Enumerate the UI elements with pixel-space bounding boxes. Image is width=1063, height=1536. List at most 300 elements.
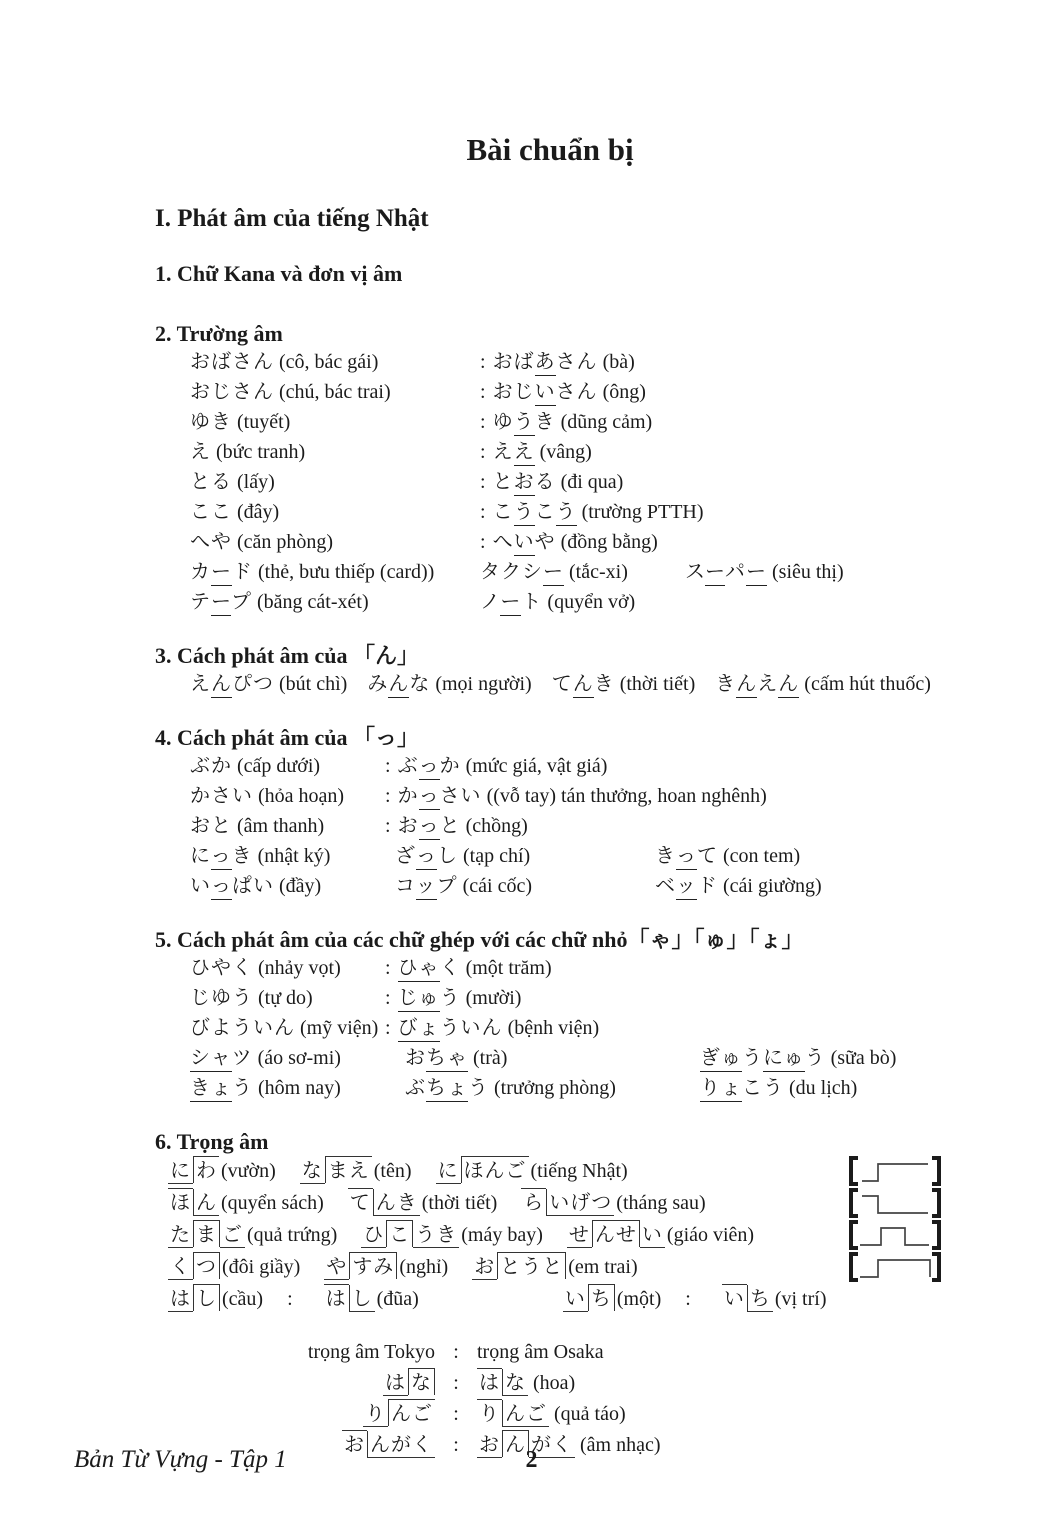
- jp-word: [477, 1401, 549, 1425]
- jp-word: [190, 499, 232, 523]
- kana-segment: っ: [419, 813, 440, 840]
- kana-segment: は: [325, 1286, 347, 1310]
- colon: :: [480, 441, 486, 463]
- jp-word: [395, 843, 458, 870]
- gloss: (quả trứng): [247, 1224, 338, 1246]
- kana-segment: じゅ: [398, 985, 440, 1012]
- gloss: (nhảy vọt): [258, 957, 341, 979]
- kana-segment: ゆ: [492, 409, 514, 433]
- section-6-title: 6. Trọng âm: [155, 1129, 269, 1154]
- jp-word: [190, 409, 232, 433]
- kana-segment: タクシ: [480, 559, 543, 583]
- gloss: (cầu): [222, 1288, 264, 1310]
- kana-segment: おじ: [492, 379, 535, 403]
- example-right: [480, 527, 945, 557]
- gloss: (lấy): [237, 471, 275, 493]
- jp-word: [685, 559, 767, 586]
- kana-segment: し: [349, 1285, 375, 1312]
- jp-word: [190, 671, 274, 698]
- kana-segment: プ: [436, 873, 458, 897]
- example-left: [190, 983, 385, 1013]
- gloss: (sữa bò): [830, 1047, 897, 1069]
- gloss: (vườn): [221, 1160, 276, 1182]
- kana-segment: んき: [373, 1189, 420, 1216]
- example-row: [190, 1073, 945, 1103]
- kana-segment: っ: [416, 843, 437, 870]
- kana-segment: き: [715, 671, 737, 695]
- jp-word: [361, 1222, 459, 1246]
- example-item: [190, 841, 395, 871]
- jp-word: [480, 589, 542, 616]
- kana-segment: な: [408, 1368, 435, 1395]
- jp-word: [405, 1075, 489, 1102]
- kana-segment: ま: [193, 1220, 220, 1247]
- jp-word: [190, 529, 232, 553]
- kana-segment: に: [190, 843, 211, 867]
- gloss: (cấm hút thuốc): [804, 673, 931, 695]
- kana-segment: お: [474, 1254, 496, 1278]
- kana-segment: びよういん: [190, 1015, 295, 1039]
- section-1-title: 1. Chữ Kana và đơn vị âm: [155, 261, 403, 286]
- pitch-pattern-icon: [845, 1219, 945, 1251]
- kana-segment: し: [193, 1284, 220, 1311]
- example-left: [190, 953, 385, 983]
- jp-word: [493, 409, 556, 436]
- jp-word: [190, 843, 253, 870]
- jp-word: [168, 1222, 245, 1246]
- gloss: (chú, bác trai): [279, 381, 391, 403]
- kana-segment: お: [397, 813, 419, 837]
- colon: :: [287, 1288, 293, 1310]
- example-item: [480, 587, 685, 617]
- colon: :: [453, 1403, 459, 1425]
- gloss: (bức tranh): [216, 441, 306, 463]
- jp-word: [190, 1045, 253, 1072]
- example-item: [168, 1251, 300, 1283]
- gloss: (bệnh viện): [507, 1017, 600, 1039]
- gloss: (nhật ký): [257, 845, 331, 867]
- example-left: [190, 1013, 385, 1043]
- kana-segment: こ: [534, 499, 556, 523]
- kana-segment: ん: [778, 671, 799, 698]
- example-item: [685, 557, 945, 587]
- section-6-examples: [168, 1155, 945, 1315]
- gloss: (vị trí): [774, 1288, 827, 1310]
- kana-segment: か: [439, 753, 461, 777]
- gloss: (đầy): [279, 875, 322, 897]
- example-item: [472, 1251, 637, 1283]
- example-left: [190, 467, 480, 497]
- example-right: [385, 781, 945, 811]
- example-left: [190, 347, 480, 377]
- kana-segment: ベ: [655, 873, 676, 897]
- gloss: (âm nhạc): [580, 1434, 661, 1456]
- example-row: [190, 811, 945, 841]
- example-item: [324, 1251, 448, 1283]
- example-item: [480, 557, 685, 587]
- jp-word: [552, 671, 615, 698]
- kana-segment: ト: [521, 589, 543, 613]
- gloss: (du lịch): [789, 1077, 858, 1099]
- kana-segment: い: [535, 379, 556, 406]
- kana-segment: ッ: [676, 873, 697, 900]
- colon: :: [480, 351, 486, 373]
- example-row: [190, 497, 945, 527]
- example-item: [190, 871, 395, 901]
- jp-word: [190, 559, 253, 586]
- colon: :: [453, 1372, 459, 1394]
- jp-word: [398, 985, 461, 1012]
- kana-segment: な: [409, 671, 431, 695]
- example-row: [190, 983, 945, 1013]
- kana-segment: シャ: [190, 1045, 232, 1072]
- kana-segment: え: [190, 671, 211, 695]
- gloss: (một trăm): [465, 957, 552, 979]
- kana-segment: し: [437, 843, 458, 867]
- tokyo-accent-header: trọng âm Tokyo: [307, 1341, 435, 1363]
- gloss: (căn phòng): [237, 531, 334, 553]
- example-item: [190, 557, 480, 587]
- kana-segment: え: [757, 671, 779, 695]
- colon: :: [453, 1434, 459, 1456]
- jp-word: [715, 671, 799, 698]
- example-item: [722, 1283, 827, 1315]
- gloss: (quyển sách): [221, 1192, 324, 1214]
- jp-word: [190, 469, 232, 493]
- example-right: [480, 497, 945, 527]
- book-title: Bản Từ Vựng - Tập 1: [74, 1446, 287, 1473]
- kana-segment: あ: [535, 349, 556, 376]
- example-row: [190, 669, 945, 699]
- kana-segment: まえ: [325, 1156, 372, 1183]
- kana-segment: おばさん: [190, 349, 274, 373]
- osaka-word: [477, 1398, 945, 1429]
- jp-word: [363, 1401, 435, 1425]
- gloss: (mọi người): [435, 673, 532, 695]
- page-number: 2: [525, 1447, 538, 1473]
- gloss: (tiếng Nhật): [530, 1160, 628, 1182]
- gloss: (tuyết): [237, 411, 291, 433]
- colon: :: [453, 1341, 459, 1363]
- colon: :: [385, 815, 391, 837]
- osaka-accent-header: trọng âm Osaka: [477, 1341, 604, 1363]
- section-5-examples: [190, 953, 945, 1103]
- kana-segment: さい: [439, 783, 482, 807]
- example-right: [385, 953, 945, 983]
- jp-word: [190, 439, 211, 463]
- comparison-row: [267, 1398, 945, 1429]
- jp-word: [472, 1254, 566, 1278]
- gloss: (quả táo): [554, 1403, 626, 1425]
- jp-word: [563, 1286, 615, 1310]
- jp-word: [324, 1286, 375, 1310]
- pitch-items: [168, 1155, 628, 1187]
- kana-segment: は: [170, 1286, 191, 1310]
- kana-segment: ぶか: [190, 753, 232, 777]
- jp-word: [436, 1158, 529, 1182]
- pitch-pattern-icon: [845, 1187, 945, 1219]
- kana-segment: え: [492, 439, 514, 463]
- jp-word: [655, 843, 718, 870]
- section-2-title: 2. Trường âm: [155, 321, 283, 346]
- gloss: (đi qua): [560, 471, 624, 493]
- example-left: [190, 811, 385, 841]
- jp-word: [348, 1190, 420, 1214]
- kana-segment: ら: [523, 1190, 545, 1214]
- kana-segment: カ: [190, 559, 211, 583]
- gloss: ((vỗ tay) tán thưởng, hoan nghênh): [486, 785, 767, 807]
- kana-segment: っ: [211, 873, 232, 900]
- jp-word: [190, 589, 252, 616]
- jp-word: [493, 469, 556, 496]
- kana-segment: ん: [573, 671, 594, 698]
- gloss: (mức giá, vật giá): [465, 755, 608, 777]
- kana-segment: つ: [193, 1252, 220, 1279]
- kana-segment: っ: [419, 753, 440, 780]
- example-item: [563, 1283, 661, 1315]
- section-3-examples: [190, 669, 945, 699]
- kana-segment: き: [231, 843, 253, 867]
- kana-segment: う: [804, 1045, 826, 1069]
- kana-segment: ん: [211, 671, 232, 698]
- jp-word: [405, 1045, 468, 1072]
- gloss: (tạp chí): [463, 845, 531, 867]
- gloss: (mỹ viện): [300, 1017, 379, 1039]
- jp-word: [190, 1075, 253, 1102]
- jp-word: [168, 1254, 220, 1278]
- jp-word: [168, 1286, 220, 1310]
- jp-word: [190, 753, 232, 777]
- gloss: (hỏa hoạn): [258, 785, 345, 807]
- heading-phonetics: I. Phát âm của tiếng Nhật: [155, 205, 429, 232]
- kana-segment: ここ: [190, 499, 232, 523]
- example-item: [324, 1283, 419, 1315]
- kana-segment: く: [170, 1254, 191, 1278]
- kana-segment: ひ: [363, 1222, 385, 1246]
- kana-segment: さん: [555, 349, 598, 373]
- jp-word: [493, 379, 598, 406]
- kana-segment: て: [551, 671, 573, 695]
- kana-segment: こう: [742, 1075, 784, 1099]
- jp-word: [722, 1286, 773, 1310]
- example-item: [168, 1155, 276, 1187]
- jp-word: [398, 813, 461, 840]
- example-item: [348, 1187, 498, 1219]
- jp-word: [398, 753, 461, 780]
- pitch-pattern-icon: [845, 1155, 945, 1187]
- pitch-items: [168, 1219, 754, 1251]
- kana-segment: い: [564, 1286, 586, 1310]
- example-left: [190, 377, 480, 407]
- gloss: (tên): [373, 1160, 412, 1182]
- kana-segment: う: [468, 1075, 489, 1099]
- kana-segment: ぶ: [397, 753, 419, 777]
- example-item: [655, 841, 945, 871]
- kana-segment: や: [534, 529, 556, 553]
- example-item: [405, 1043, 700, 1073]
- example-right: [385, 751, 945, 781]
- kana-segment: おと: [190, 813, 232, 837]
- kana-segment: わ: [193, 1156, 219, 1183]
- kana-segment: き: [593, 671, 615, 695]
- gloss: (hoa): [533, 1372, 576, 1394]
- example-row: [190, 871, 945, 901]
- kana-segment: え: [514, 439, 535, 466]
- jp-word: [480, 559, 564, 586]
- gloss: (đồng bằng): [560, 531, 658, 553]
- example-row: [190, 347, 945, 377]
- kana-segment: きょ: [190, 1075, 232, 1102]
- colon: :: [385, 785, 391, 807]
- example-row: [190, 437, 945, 467]
- jp-word: [324, 1254, 397, 1278]
- example-right: [480, 437, 945, 467]
- example-row: [190, 751, 945, 781]
- example-left: [190, 437, 480, 467]
- example-left: [190, 527, 480, 557]
- example-item: [168, 1219, 337, 1251]
- kana-segment: こ: [386, 1220, 413, 1247]
- kana-segment: ちょ: [426, 1075, 468, 1102]
- kana-segment: ド: [232, 559, 253, 583]
- kana-segment: ぱい: [232, 873, 274, 897]
- kana-segment: おば: [492, 349, 535, 373]
- jp-word: [493, 499, 577, 526]
- gloss: (em trai): [568, 1256, 638, 1278]
- kana-segment: ぎゅ: [700, 1045, 742, 1072]
- gloss: (trà): [473, 1047, 508, 1069]
- kana-segment: る: [534, 469, 556, 493]
- kana-segment: い: [190, 873, 211, 897]
- kana-segment: ッ: [416, 873, 437, 900]
- gloss: (giáo viên): [666, 1224, 755, 1246]
- example-item: [700, 1073, 945, 1103]
- example-right: [480, 407, 945, 437]
- example-item: [405, 1073, 700, 1103]
- kana-segment: んがく: [367, 1431, 435, 1458]
- colon: :: [385, 987, 391, 1009]
- section-4-examples: [190, 751, 945, 901]
- kana-segment: んご: [502, 1400, 549, 1427]
- example-right: [480, 347, 945, 377]
- gloss: (bút chì): [279, 673, 348, 695]
- jp-word: [493, 529, 556, 556]
- colon: :: [480, 381, 486, 403]
- kana-segment: せ: [568, 1222, 590, 1246]
- gloss: (mười): [465, 987, 522, 1009]
- colon: :: [385, 957, 391, 979]
- tokyo-word: [267, 1398, 435, 1429]
- pitch-example-row: [168, 1219, 945, 1251]
- kana-segment: お: [405, 1045, 426, 1069]
- kana-segment: ー: [211, 589, 231, 616]
- jp-word: [190, 783, 253, 807]
- kana-segment: う: [742, 1045, 763, 1069]
- kana-segment: き: [655, 843, 676, 867]
- jp-word: [567, 1222, 665, 1246]
- kana-segment: んせ: [592, 1220, 640, 1247]
- jp-word: [190, 955, 253, 979]
- comparison-row: [267, 1367, 945, 1398]
- example-row: [190, 953, 945, 983]
- gloss: (siêu thị): [772, 561, 844, 583]
- tokyo-word: [267, 1367, 435, 1398]
- kana-segment: りょ: [700, 1075, 742, 1102]
- gloss: (đũa): [376, 1288, 419, 1310]
- colon: :: [385, 755, 391, 777]
- kana-segment: お: [514, 469, 535, 496]
- kana-segment: っ: [211, 843, 232, 870]
- pitch-items: [168, 1251, 638, 1283]
- kana-segment: と: [492, 469, 514, 493]
- gloss: (bà): [602, 351, 635, 373]
- kana-segment: は: [385, 1370, 406, 1394]
- kana-segment: う: [232, 1075, 253, 1099]
- kana-segment: にゅ: [763, 1045, 805, 1072]
- jp-word: [190, 349, 274, 373]
- colon: :: [685, 1288, 691, 1310]
- kana-segment: は: [479, 1370, 500, 1394]
- kana-segment: ほんご: [461, 1156, 529, 1183]
- jp-word: [190, 873, 274, 900]
- kana-segment: すみ: [349, 1252, 397, 1279]
- example-item: [715, 669, 931, 699]
- jp-word: [477, 1370, 528, 1394]
- minimal-pairs-row: [168, 1283, 945, 1315]
- kana-segment: ご: [222, 1222, 243, 1246]
- example-left: [190, 407, 480, 437]
- example-item: [190, 1073, 405, 1103]
- example-item: [190, 669, 347, 699]
- kana-segment: な: [502, 1369, 528, 1396]
- kana-segment: プ: [231, 589, 252, 613]
- kana-segment: ス: [685, 559, 705, 583]
- jp-word: [367, 671, 430, 698]
- example-right: [385, 1013, 945, 1043]
- page-title: Bài chuẩn bị: [466, 132, 634, 167]
- gloss: (băng cát-xét): [257, 591, 369, 613]
- kana-segment: う: [439, 985, 461, 1009]
- kana-segment: て: [697, 843, 718, 867]
- gloss: (tháng sau): [616, 1192, 706, 1214]
- jp-word: [493, 349, 598, 376]
- kana-segment: い: [641, 1222, 663, 1246]
- gloss: (đôi giầy): [222, 1256, 301, 1278]
- kana-segment: り: [365, 1401, 386, 1425]
- kana-segment: え: [190, 439, 211, 463]
- example-item: [552, 669, 696, 699]
- kana-segment: とうと: [497, 1252, 566, 1279]
- example-row: [190, 527, 945, 557]
- gloss: (áo sơ-mi): [257, 1047, 341, 1069]
- section-5-title: 5. Cách phát âm của các chữ ghép với các chữ nhỏ「ゃ」「ゅ」「ょ」: [155, 927, 804, 952]
- gloss: (cái giường): [723, 875, 822, 897]
- kana-segment: ひゃ: [398, 955, 440, 982]
- kana-segment: ち: [588, 1284, 615, 1311]
- gloss: (máy bay): [461, 1224, 543, 1246]
- jp-word: [398, 1015, 503, 1042]
- kana-segment: ぶ: [405, 1075, 426, 1099]
- kana-segment: お: [344, 1432, 365, 1456]
- kana-segment: ー: [705, 559, 725, 586]
- section-3-title: 3. Cách phát âm của 「ん」: [155, 643, 420, 668]
- gloss: (thời tiết): [421, 1192, 498, 1214]
- gloss: (cái cốc): [462, 875, 532, 897]
- example-item: [395, 841, 655, 871]
- kana-segment: んご: [388, 1399, 435, 1426]
- kana-segment: か: [397, 783, 419, 807]
- kana-segment: い: [723, 1286, 745, 1310]
